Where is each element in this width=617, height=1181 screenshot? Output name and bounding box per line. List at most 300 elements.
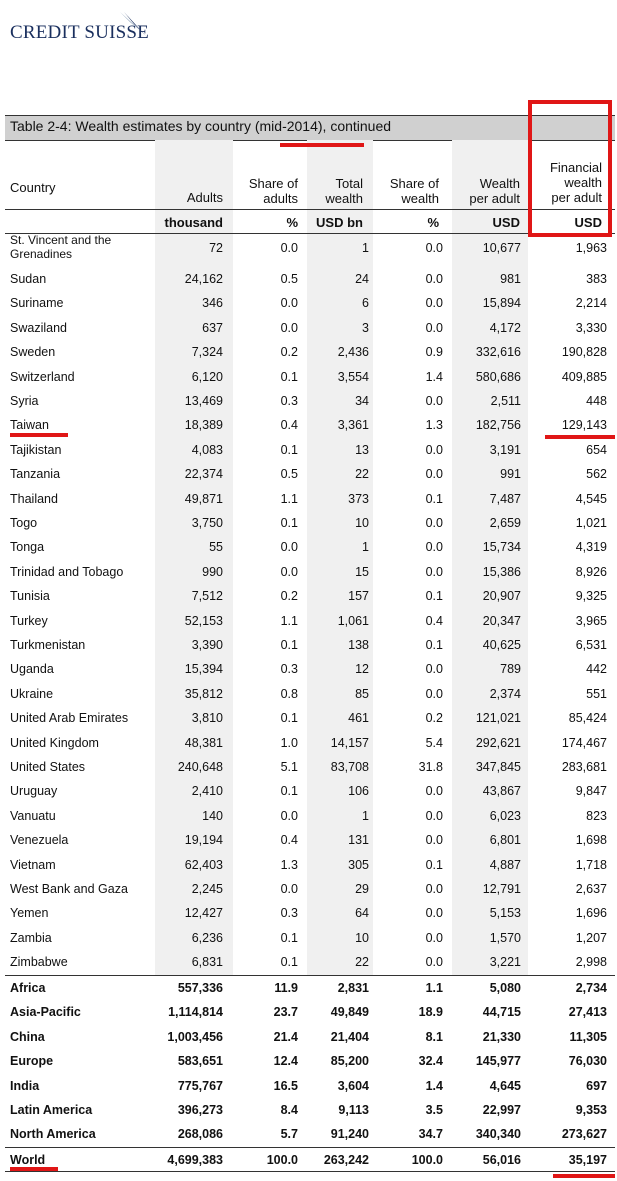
cell-wealth-per-adult: 789 [500, 662, 521, 677]
table-row [0, 389, 617, 413]
cell-share-adults: 0.1 [280, 930, 298, 945]
cell-share-wealth: 100.0 [411, 1153, 443, 1167]
row-label: Uganda [10, 662, 54, 677]
cell-share-wealth: 0.0 [425, 467, 443, 482]
cell-share-wealth: 0.0 [425, 442, 443, 457]
table-row [0, 779, 617, 803]
unit-fin-wealth-per-adult: USD [574, 215, 602, 230]
row-label: United States [10, 760, 86, 774]
cell-fin-wealth-per-adult: 383 [586, 272, 607, 286]
cell-wealth-per-adult: 332,616 [475, 345, 521, 360]
cell-adults: 6,236 [191, 930, 223, 945]
cell-adults: 990 [202, 564, 223, 579]
cell-fin-wealth-per-adult: 1,696 [575, 906, 607, 921]
cell-total-wealth: 3,554 [337, 369, 369, 384]
table-row [0, 1025, 617, 1049]
cell-adults: 3,390 [191, 638, 223, 652]
cell-total-wealth: 85,200 [330, 1054, 369, 1069]
cell-total-wealth: 29 [355, 882, 369, 896]
cell-share-adults: 0.4 [280, 418, 298, 433]
cell-share-wealth: 18.9 [418, 1005, 443, 1020]
table-row [0, 535, 617, 559]
cell-fin-wealth-per-adult: 3,965 [575, 613, 607, 628]
cell-fin-wealth-per-adult: 85,424 [568, 711, 607, 726]
cell-share-adults: 0.4 [280, 833, 298, 848]
row-label: Venezuela [10, 833, 69, 848]
cell-share-adults: 0.3 [280, 394, 298, 408]
table-row [0, 706, 617, 730]
table-row [0, 804, 617, 828]
row-label: Ukraine [10, 686, 54, 701]
cell-share-adults: 11.9 [274, 981, 298, 995]
cell-share-wealth: 0.4 [425, 613, 443, 628]
cell-total-wealth: 131 [348, 833, 369, 848]
table-row [0, 901, 617, 925]
cell-adults: 55 [209, 540, 223, 555]
cell-adults: 62,403 [184, 857, 223, 872]
table-row [0, 1074, 617, 1098]
row-label: Tunisia [10, 589, 50, 604]
row-label: United Arab Emirates [10, 711, 129, 726]
cell-wealth-per-adult: 580,686 [475, 369, 521, 384]
cell-wealth-per-adult: 5,080 [489, 981, 521, 995]
row-label: China [10, 1029, 45, 1044]
cell-fin-wealth-per-adult: 1,963 [575, 241, 607, 255]
cell-fin-wealth-per-adult: 697 [586, 1078, 607, 1093]
cell-fin-wealth-per-adult: 8,926 [575, 564, 607, 579]
cell-adults: 1,003,456 [167, 1029, 223, 1044]
cell-adults: 24,162 [184, 272, 223, 286]
cell-fin-wealth-per-adult: 442 [586, 662, 607, 677]
table-row [0, 731, 617, 755]
cell-share-adults: 0.0 [280, 241, 298, 255]
cell-fin-wealth-per-adult: 174,467 [561, 735, 607, 750]
header-adults: Adults [186, 190, 223, 205]
table-row [0, 926, 617, 950]
cell-share-wealth: 1.4 [425, 369, 443, 384]
cell-share-wealth: 0.1 [425, 491, 443, 506]
cell-wealth-per-adult: 2,374 [489, 686, 521, 701]
table-row [0, 950, 617, 974]
cell-fin-wealth-per-adult: 190,828 [561, 345, 607, 360]
cell-total-wealth: 3,361 [337, 418, 369, 433]
row-label: Taiwan [10, 418, 49, 433]
row-label: Syria [10, 394, 39, 408]
cell-share-adults: 0.1 [280, 711, 298, 726]
row-label: St. Vincent and the Grenadines [10, 233, 112, 261]
cell-share-wealth: 0.0 [425, 394, 443, 408]
table-row [0, 413, 617, 437]
cell-share-adults: 0.1 [280, 638, 298, 652]
cell-share-wealth: 0.0 [425, 955, 443, 970]
cell-total-wealth: 21,404 [330, 1029, 369, 1044]
cell-share-wealth: 0.1 [425, 857, 443, 872]
cell-share-adults: 100.0 [266, 1153, 298, 1167]
cell-adults: 19,194 [184, 833, 223, 848]
cell-share-wealth: 0.0 [425, 272, 443, 286]
row-label: Uruguay [10, 784, 58, 799]
cell-share-adults: 0.0 [280, 882, 298, 896]
cell-wealth-per-adult: 5,153 [489, 906, 521, 921]
cell-share-wealth: 0.9 [425, 345, 443, 360]
sails-logo-icon [116, 10, 148, 38]
table-row [0, 657, 617, 681]
cell-share-wealth: 0.1 [425, 589, 443, 604]
cell-fin-wealth-per-adult: 283,681 [561, 760, 607, 774]
cell-total-wealth: 6 [362, 296, 369, 311]
cell-adults: 3,810 [191, 711, 223, 726]
cell-fin-wealth-per-adult: 4,319 [575, 540, 607, 555]
cell-adults: 346 [202, 296, 223, 311]
cell-adults: 6,120 [191, 369, 223, 384]
row-label: Vietnam [10, 857, 56, 872]
cell-adults: 52,153 [184, 613, 223, 628]
cell-fin-wealth-per-adult: 9,353 [575, 1103, 607, 1117]
header-total-wealth: Total wealth [325, 176, 363, 206]
cell-adults: 48,381 [184, 735, 223, 750]
cell-fin-wealth-per-adult: 76,030 [568, 1054, 607, 1069]
cell-adults: 3,750 [191, 516, 223, 530]
cell-wealth-per-adult: 991 [500, 467, 521, 482]
cell-total-wealth: 2,831 [337, 981, 369, 995]
row-label: Tajikistan [10, 442, 62, 457]
cell-fin-wealth-per-adult: 273,627 [561, 1127, 607, 1142]
cell-adults: 775,767 [177, 1078, 223, 1093]
table-row [0, 853, 617, 877]
cell-share-adults: 0.1 [280, 516, 298, 530]
table-row [0, 877, 617, 901]
cell-adults: 7,512 [191, 589, 223, 604]
cell-wealth-per-adult: 20,907 [482, 589, 521, 604]
cell-share-wealth: 0.0 [425, 296, 443, 311]
table-row [0, 682, 617, 706]
cell-wealth-per-adult: 6,023 [489, 808, 521, 823]
cell-share-adults: 8.4 [280, 1103, 298, 1117]
regions-divider [5, 975, 615, 976]
highlight-underline-title [280, 143, 364, 147]
cell-wealth-per-adult: 347,845 [475, 760, 521, 774]
row-label: Zimbabwe [10, 955, 68, 970]
table-row [0, 1122, 617, 1146]
unit-share-adults: % [286, 215, 298, 230]
cell-total-wealth: 15 [355, 564, 369, 579]
cell-share-adults: 16.5 [273, 1078, 298, 1093]
cell-adults: 4,699,383 [167, 1153, 223, 1167]
cell-total-wealth: 14,157 [330, 735, 369, 750]
cell-adults: 18,389 [184, 418, 223, 433]
cell-total-wealth: 22 [355, 955, 369, 970]
world-divider [5, 1147, 615, 1148]
cell-adults: 268,086 [177, 1127, 223, 1142]
cell-total-wealth: 1 [362, 241, 369, 255]
table-row [0, 584, 617, 608]
cell-adults: 140 [202, 808, 223, 823]
row-label: Sudan [10, 272, 47, 286]
cell-share-wealth: 0.0 [425, 564, 443, 579]
cell-share-adults: 5.1 [280, 760, 298, 774]
cell-wealth-per-adult: 2,659 [489, 516, 521, 530]
cell-wealth-per-adult: 7,487 [489, 491, 521, 506]
row-label: Yemen [10, 906, 49, 921]
cell-fin-wealth-per-adult: 1,718 [575, 857, 607, 872]
cell-adults: 12,427 [184, 906, 223, 921]
cell-total-wealth: 1,061 [337, 613, 369, 628]
cell-share-adults: 0.3 [280, 662, 298, 677]
cell-share-adults: 0.0 [280, 296, 298, 311]
cell-total-wealth: 138 [348, 638, 369, 652]
highlight-underline-world [10, 1167, 58, 1171]
header-divider [5, 209, 615, 210]
table-row [0, 340, 617, 364]
cell-total-wealth: 49,849 [330, 1005, 369, 1020]
cell-adults: 2,245 [191, 882, 223, 896]
cell-total-wealth: 9,113 [338, 1103, 369, 1117]
table-row [0, 1049, 617, 1073]
cell-total-wealth: 10 [355, 930, 369, 945]
row-label: World [10, 1153, 46, 1167]
cell-fin-wealth-per-adult: 823 [586, 808, 607, 823]
cell-fin-wealth-per-adult: 551 [586, 686, 607, 701]
cell-fin-wealth-per-adult: 654 [586, 442, 607, 457]
row-label: West Bank and Gaza [10, 882, 128, 896]
row-label: Tonga [10, 540, 45, 555]
cell-share-wealth: 5.4 [425, 735, 443, 750]
cell-wealth-per-adult: 340,340 [475, 1127, 521, 1142]
cell-fin-wealth-per-adult: 129,143 [561, 418, 607, 433]
cell-total-wealth: 3,604 [337, 1078, 369, 1093]
cell-fin-wealth-per-adult: 2,214 [575, 296, 607, 311]
cell-total-wealth: 24 [355, 272, 369, 286]
row-label: United Kingdom [10, 735, 99, 750]
cell-total-wealth: 263,242 [323, 1153, 369, 1167]
cell-wealth-per-adult: 981 [500, 272, 521, 286]
cell-share-adults: 0.1 [280, 955, 298, 970]
cell-share-adults: 1.1 [280, 491, 298, 506]
row-label: Trinidad and Tobago [10, 564, 124, 579]
row-label: India [10, 1078, 40, 1093]
cell-fin-wealth-per-adult: 1,207 [575, 930, 607, 945]
cell-fin-wealth-per-adult: 2,734 [575, 981, 607, 995]
cell-share-adults: 23.7 [273, 1005, 298, 1020]
cell-total-wealth: 83,708 [330, 760, 369, 774]
cell-wealth-per-adult: 43,867 [482, 784, 521, 799]
highlight-underline-taiwan [10, 433, 68, 437]
cell-share-adults: 0.0 [280, 540, 298, 555]
cell-share-wealth: 0.0 [425, 930, 443, 945]
row-label: Tanzania [10, 467, 61, 482]
header-share-adults: Share of adults [248, 176, 298, 206]
cell-total-wealth: 64 [355, 906, 369, 921]
table-row [0, 291, 617, 315]
cell-wealth-per-adult: 3,191 [489, 442, 521, 457]
cell-share-adults: 0.1 [280, 784, 298, 799]
cell-share-wealth: 0.1 [425, 638, 443, 652]
cell-total-wealth: 106 [348, 784, 369, 799]
cell-wealth-per-adult: 4,887 [489, 857, 521, 872]
cell-wealth-per-adult: 21,330 [482, 1029, 521, 1044]
cell-fin-wealth-per-adult: 2,637 [575, 882, 607, 896]
credit-suisse-logo: CREDIT SUISSE [10, 22, 149, 43]
cell-share-adults: 0.5 [280, 467, 298, 482]
cell-wealth-per-adult: 40,625 [482, 638, 521, 652]
cell-fin-wealth-per-adult: 2,998 [575, 955, 607, 970]
cell-adults: 4,083 [191, 442, 223, 457]
unit-adults: thousand [164, 215, 223, 230]
cell-adults: 637 [202, 320, 223, 335]
row-label: Suriname [10, 296, 64, 311]
cell-share-adults: 0.0 [280, 564, 298, 579]
cell-adults: 2,410 [191, 784, 223, 799]
table-row [0, 609, 617, 633]
cell-share-wealth: 31.8 [418, 760, 443, 774]
cell-share-wealth: 32.4 [418, 1054, 443, 1069]
cell-total-wealth: 34 [355, 394, 369, 408]
row-label: Turkmenistan [10, 638, 86, 652]
cell-share-wealth: 0.0 [425, 808, 443, 823]
row-label: Togo [10, 516, 38, 530]
cell-share-adults: 12.4 [273, 1054, 298, 1069]
row-label: Switzerland [10, 369, 75, 384]
cell-share-wealth: 8.1 [425, 1029, 443, 1044]
cell-adults: 49,871 [184, 491, 223, 506]
cell-share-adults: 5.7 [280, 1127, 298, 1142]
header-country: Country [10, 180, 56, 195]
highlight-underline-taiwan-value [545, 435, 615, 439]
cell-share-wealth: 0.0 [425, 906, 443, 921]
cell-share-wealth: 0.0 [425, 320, 443, 335]
table-row [0, 1098, 617, 1122]
cell-total-wealth: 1 [362, 808, 369, 823]
cell-wealth-per-adult: 121,021 [475, 711, 521, 726]
cell-fin-wealth-per-adult: 1,021 [575, 516, 607, 530]
cell-adults: 15,394 [184, 662, 223, 677]
cell-total-wealth: 3 [362, 320, 369, 335]
cell-adults: 1,114,814 [168, 1005, 223, 1020]
cell-adults: 396,273 [177, 1103, 223, 1117]
table-row [0, 633, 617, 657]
row-label: Latin America [10, 1103, 93, 1117]
cell-wealth-per-adult: 56,016 [482, 1153, 521, 1167]
cell-share-adults: 1.0 [280, 735, 298, 750]
cell-wealth-per-adult: 292,621 [475, 735, 521, 750]
table-row [0, 267, 617, 291]
cell-share-wealth: 0.0 [425, 784, 443, 799]
cell-wealth-per-adult: 44,715 [482, 1005, 521, 1020]
row-label: Europe [10, 1054, 54, 1069]
cell-share-wealth: 0.0 [425, 540, 443, 555]
cell-wealth-per-adult: 1,570 [489, 930, 521, 945]
row-label: Vanuatu [10, 808, 56, 823]
table-row [0, 511, 617, 535]
cell-share-wealth: 1.3 [425, 418, 443, 433]
unit-wealth-per-adult: USD [492, 215, 520, 230]
row-label: Zambia [10, 930, 52, 945]
row-label: North America [10, 1127, 96, 1142]
cell-share-adults: 0.2 [280, 589, 298, 604]
table-row [0, 1148, 617, 1172]
cell-share-adults: 0.0 [280, 320, 298, 335]
table-bottom-line [5, 1171, 615, 1172]
cell-total-wealth: 10 [355, 516, 369, 530]
row-label: Thailand [10, 491, 58, 506]
cell-total-wealth: 461 [348, 711, 369, 726]
cell-share-wealth: 0.0 [425, 241, 443, 255]
cell-fin-wealth-per-adult: 448 [586, 394, 607, 408]
table-row [0, 1000, 617, 1024]
cell-fin-wealth-per-adult: 3,330 [575, 320, 607, 335]
cell-share-wealth: 3.5 [425, 1103, 443, 1117]
table-row [0, 755, 617, 779]
cell-total-wealth: 91,240 [330, 1127, 369, 1142]
cell-fin-wealth-per-adult: 409,885 [561, 369, 607, 384]
table-row [0, 365, 617, 389]
cell-fin-wealth-per-adult: 11,305 [569, 1029, 607, 1044]
cell-wealth-per-adult: 10,677 [482, 241, 521, 255]
cell-share-wealth: 0.0 [425, 833, 443, 848]
cell-share-wealth: 34.7 [418, 1127, 443, 1142]
cell-share-wealth: 0.0 [425, 882, 443, 896]
table-row [0, 487, 617, 511]
cell-wealth-per-adult: 4,172 [489, 320, 521, 335]
cell-share-adults: 0.0 [280, 808, 298, 823]
cell-wealth-per-adult: 15,894 [482, 296, 521, 311]
row-label: Sweden [10, 345, 56, 360]
cell-fin-wealth-per-adult: 35,197 [568, 1153, 607, 1167]
row-label: Swaziland [10, 320, 67, 335]
cell-adults: 557,336 [177, 981, 223, 995]
cell-adults: 22,374 [184, 467, 223, 482]
cell-fin-wealth-per-adult: 562 [586, 467, 607, 482]
cell-wealth-per-adult: 4,645 [489, 1078, 521, 1093]
cell-adults: 13,469 [184, 394, 223, 408]
cell-total-wealth: 2,436 [337, 345, 369, 360]
cell-share-wealth: 0.2 [425, 711, 443, 726]
cell-share-adults: 1.1 [280, 613, 298, 628]
cell-wealth-per-adult: 20,347 [482, 613, 521, 628]
cell-total-wealth: 373 [348, 491, 369, 506]
table-row [0, 462, 617, 486]
cell-share-adults: 0.8 [280, 686, 298, 701]
cell-share-adults: 0.1 [280, 442, 298, 457]
cell-share-wealth: 0.0 [425, 662, 443, 677]
cell-wealth-per-adult: 145,977 [475, 1054, 521, 1069]
header-share-wealth: Share of wealth [389, 176, 439, 206]
table-row [0, 560, 617, 584]
header-fin-wealth-per-adult: Financial wealth per adult [549, 160, 602, 205]
table-row [0, 316, 617, 340]
cell-fin-wealth-per-adult: 4,545 [575, 491, 607, 506]
highlight-underline-world-value [553, 1174, 615, 1178]
cell-total-wealth: 157 [348, 589, 369, 604]
table-row [0, 828, 617, 852]
table-row [0, 976, 617, 1000]
cell-adults: 35,812 [184, 686, 223, 701]
table-row [0, 438, 617, 462]
cell-total-wealth: 85 [355, 686, 369, 701]
cell-wealth-per-adult: 22,997 [482, 1103, 521, 1117]
cell-adults: 7,324 [191, 345, 223, 360]
cell-share-adults: 0.2 [280, 345, 298, 360]
cell-share-adults: 0.5 [280, 272, 298, 286]
cell-fin-wealth-per-adult: 9,325 [575, 589, 607, 604]
cell-share-wealth: 0.0 [425, 686, 443, 701]
cell-share-adults: 1.3 [280, 857, 298, 872]
cell-fin-wealth-per-adult: 1,698 [575, 833, 607, 848]
row-label: Africa [10, 981, 46, 995]
cell-total-wealth: 12 [355, 662, 369, 677]
cell-wealth-per-adult: 3,221 [489, 955, 521, 970]
cell-share-adults: 0.3 [280, 906, 298, 921]
